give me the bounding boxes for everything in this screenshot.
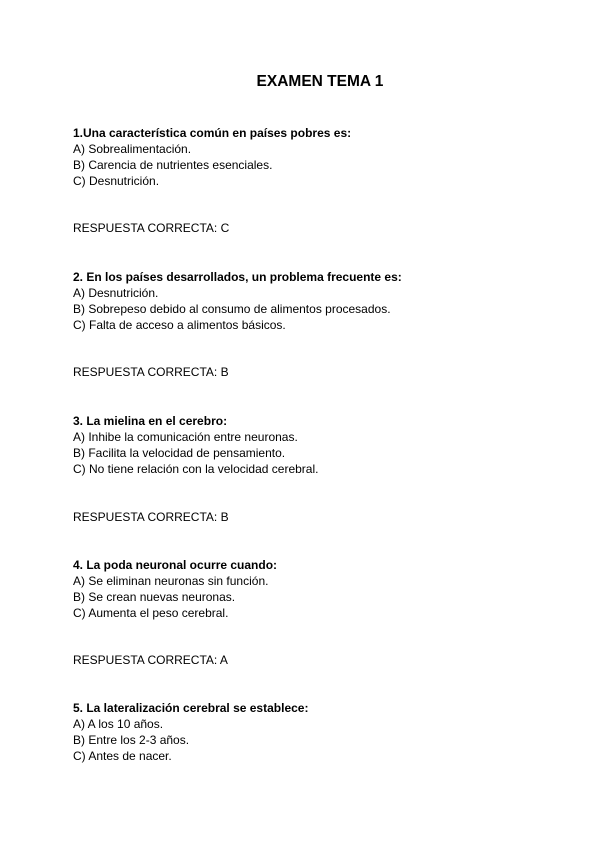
option-b: B) Entre los 2-3 años. [73, 733, 190, 747]
option-a: A) A los 10 años. [73, 717, 164, 731]
option-b: B) Sobrepeso debido al consumo de alimentos procesados. [73, 302, 391, 316]
option-a: A) Sobrealimentación. [73, 142, 192, 156]
option-a: A) Se eliminan neuronas sin función. [73, 574, 269, 588]
option-a: A) Desnutrición. [73, 286, 159, 300]
option-c: C) Antes de nacer. [73, 749, 172, 763]
question-text: 3. La mielina en el cerebro: [73, 414, 228, 428]
option-c: C) No tiene relación con la velocidad cerebral. [73, 462, 319, 476]
question-text: 5. La lateralización cerebral se establece: [73, 701, 309, 715]
question-1 [73, 125, 553, 189]
correct-answer-3: RESPUESTA CORRECTA: B [73, 510, 229, 524]
option-b: B) Carencia de nutrientes esenciales. [73, 158, 273, 172]
question-3 [73, 413, 553, 477]
option-c: C) Desnutrición. [73, 174, 160, 188]
question-4 [73, 557, 553, 621]
option-a: A) Inhibe la comunicación entre neuronas. [73, 430, 298, 444]
correct-answer-2: RESPUESTA CORRECTA: B [73, 365, 229, 379]
correct-answer-4: RESPUESTA CORRECTA: A [73, 653, 228, 667]
option-b: B) Facilita la velocidad de pensamiento. [73, 446, 286, 460]
question-2 [73, 269, 553, 333]
question-text: 2. En los países desarrollados, un problema frecuente es: [73, 270, 402, 284]
question-text: 1.Una característica común en países pobres es: [73, 126, 352, 140]
option-b: B) Se crean nuevas neuronas. [73, 590, 236, 604]
option-c: C) Falta de acceso a alimentos básicos. [73, 318, 286, 332]
question-5 [73, 700, 553, 764]
option-c: C) Aumenta el peso cerebral. [73, 606, 229, 620]
correct-answer-1: RESPUESTA CORRECTA: C [73, 221, 230, 235]
exam-title: EXAMEN TEMA 1 [256, 73, 384, 90]
question-text: 4. La poda neuronal ocurre cuando: [73, 558, 278, 572]
